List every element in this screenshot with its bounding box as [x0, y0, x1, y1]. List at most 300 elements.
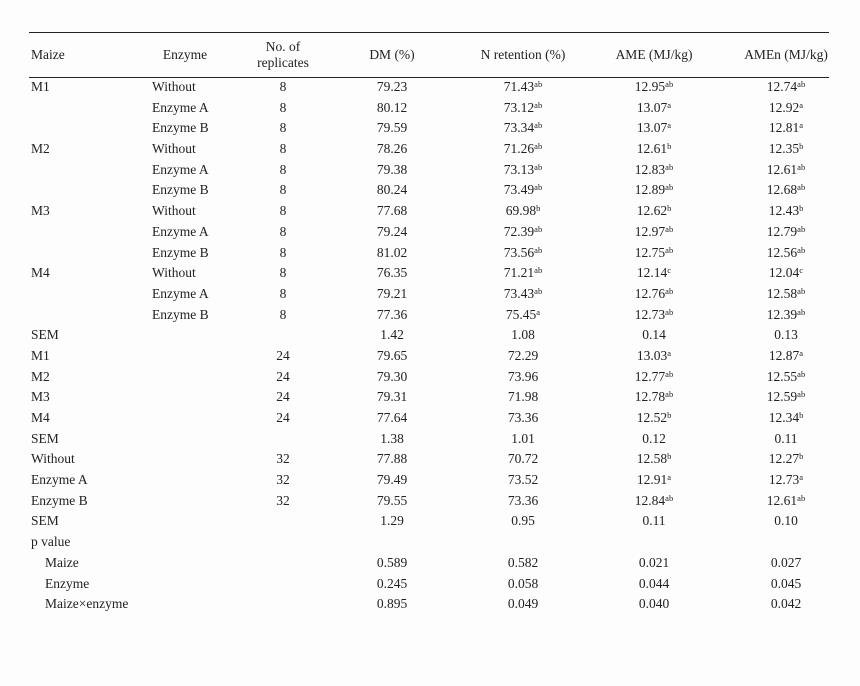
cell-ame-superscript: c [667, 265, 672, 276]
table-row [0, 408, 860, 429]
table-row [0, 222, 860, 243]
cell-n-retention-value: 1.08 [511, 327, 535, 343]
cell-ame [610, 118, 698, 139]
cell-maize: M1 [31, 347, 50, 363]
cell-enzyme [152, 491, 252, 512]
cell-n-retention-superscript: ab [534, 244, 543, 255]
cell-ame [610, 243, 698, 264]
cell-n-retention [478, 201, 568, 222]
header-n-retention: N retention (%) [480, 47, 566, 62]
table-body [0, 77, 860, 615]
cell-amen-superscript: ab [797, 285, 806, 296]
cell-ame [610, 305, 698, 326]
cell-maize: SEM [31, 430, 59, 446]
cell-n-retention-value: 75.45 [505, 306, 537, 322]
table-row [0, 346, 860, 367]
cell-maize: M2 [31, 368, 50, 384]
table-row [0, 139, 860, 160]
cell-maize: Enzyme B [31, 492, 88, 508]
cell-ame-superscript: ab [665, 244, 674, 255]
cell-ame-value: 0.14 [642, 327, 666, 343]
cell-n-retention [478, 98, 568, 119]
cell-maize [31, 180, 141, 201]
cell-amen-value: 12.61 [766, 161, 798, 177]
cell-ame-value: 12.73 [634, 306, 666, 322]
cell-maize [31, 222, 141, 243]
cell-ame [610, 470, 698, 491]
cell-maize: Maize [45, 554, 79, 570]
cell-replicates: 8 [279, 285, 287, 301]
cell-amen-superscript: a [799, 472, 804, 483]
cell-n-retention-value: 73.34 [503, 120, 535, 136]
cell-ame-value: 0.040 [638, 596, 670, 612]
cell-replicates [253, 325, 313, 346]
cell-n-retention [478, 139, 568, 160]
cell-enzyme [152, 449, 252, 470]
cell-ame [610, 408, 698, 429]
cell-ame-value: 12.95 [634, 79, 666, 94]
cell-ame [610, 594, 698, 615]
cell-ame-value: 12.83 [634, 161, 666, 177]
cell-n-retention [478, 532, 568, 553]
cell-amen [742, 553, 830, 574]
table-row [0, 511, 860, 532]
cell-amen [742, 201, 830, 222]
cell-replicates: 24 [276, 368, 290, 384]
cell-ame [610, 511, 698, 532]
cell-n-retention-value: 69.98 [505, 203, 537, 219]
cell-dm: 77.36 [376, 306, 408, 322]
cell-ame-superscript: ab [665, 223, 674, 234]
cell-ame-superscript: a [667, 347, 672, 358]
cell-amen [742, 243, 830, 264]
cell-amen [742, 139, 830, 160]
cell-amen-value: 0.027 [770, 554, 802, 570]
cell-amen-value: 12.35 [768, 141, 800, 157]
cell-amen [742, 180, 830, 201]
cell-maize: M4 [31, 410, 50, 425]
cell-amen-superscript: ab [797, 389, 806, 400]
cell-amen-superscript: ab [797, 306, 806, 317]
cell-amen [742, 449, 830, 470]
table-row [0, 263, 860, 284]
header-maize: Maize [31, 47, 65, 62]
cell-amen [742, 470, 830, 491]
cell-maize: Maize×enzyme [45, 596, 129, 612]
cell-n-retention-superscript: a [536, 306, 541, 317]
cell-maize: M4 [31, 265, 50, 281]
cell-n-retention-value: 73.36 [507, 492, 539, 508]
cell-replicates: 24 [276, 410, 290, 425]
cell-enzyme [152, 511, 252, 532]
cell-enzyme [152, 553, 252, 574]
cell-ame [610, 387, 698, 408]
cell-dm: 78.26 [376, 141, 408, 157]
cell-n-retention-superscript: ab [534, 120, 543, 131]
cell-amen-value: 12.43 [768, 203, 800, 219]
table-row [0, 491, 860, 512]
cell-ame-superscript: ab [665, 306, 674, 317]
cell-amen [742, 429, 830, 450]
cell-n-retention-value: 71.26 [503, 141, 535, 157]
cell-maize [31, 305, 141, 326]
cell-n-retention-value: 72.29 [507, 347, 539, 363]
cell-enzyme: Enzyme A [152, 223, 209, 239]
cell-dm: 77.64 [376, 410, 408, 425]
cell-ame [610, 222, 698, 243]
cell-amen-value: 12.27 [768, 451, 800, 467]
cell-ame-value: 12.75 [634, 244, 666, 260]
cell-amen-superscript: c [799, 265, 804, 276]
cell-n-retention-value: 71.43 [503, 79, 535, 94]
cell-ame-value: 0.11 [642, 513, 666, 529]
cell-amen [742, 118, 830, 139]
cell-amen-value: 12.68 [766, 182, 798, 198]
cell-n-retention-value: 73.96 [507, 368, 539, 384]
cell-ame-superscript: b [667, 451, 672, 462]
cell-ame [610, 553, 698, 574]
cell-ame-value: 12.14 [636, 265, 668, 281]
cell-ame-superscript: a [667, 99, 672, 110]
cell-ame [610, 429, 698, 450]
cell-amen-superscript: b [799, 410, 804, 420]
cell-amen-superscript: ab [797, 492, 806, 503]
cell-ame-value: 12.97 [634, 223, 666, 239]
cell-amen-value: 12.79 [766, 223, 798, 239]
table-row [0, 118, 860, 139]
cell-replicates: 32 [276, 472, 290, 488]
table-row [0, 98, 860, 119]
cell-ame-superscript: ab [665, 368, 674, 379]
cell-ame-value: 12.89 [634, 182, 666, 198]
cell-amen [742, 98, 830, 119]
cell-n-retention [478, 77, 568, 98]
cell-amen-superscript: ab [797, 223, 806, 234]
cell-ame [610, 180, 698, 201]
cell-n-retention-value: 0.582 [507, 554, 539, 570]
cell-amen-value: 12.59 [766, 389, 798, 405]
cell-ame-value: 12.76 [634, 285, 666, 301]
cell-n-retention-superscript: b [536, 203, 541, 214]
cell-ame [610, 160, 698, 181]
cell-amen [742, 491, 830, 512]
cell-amen-value: 12.39 [766, 306, 798, 322]
cell-dm: 80.12 [376, 99, 408, 115]
header-ame: AME (MJ/kg) [615, 47, 693, 62]
cell-amen-superscript: a [799, 120, 804, 131]
cell-replicates: 8 [279, 306, 287, 322]
cell-enzyme: Enzyme B [152, 306, 209, 322]
cell-ame-superscript: ab [665, 161, 674, 172]
cell-ame-superscript: ab [665, 492, 674, 503]
cell-amen-value: 12.55 [766, 368, 798, 384]
cell-ame-superscript: b [667, 141, 672, 152]
cell-n-retention [478, 305, 568, 326]
cell-amen [742, 222, 830, 243]
cell-amen-superscript: a [799, 99, 804, 110]
cell-ame-superscript: a [667, 472, 672, 483]
cell-amen-value: 12.92 [768, 99, 800, 115]
cell-ame [610, 139, 698, 160]
cell-replicates: 8 [279, 141, 287, 157]
cell-ame-superscript: ab [665, 79, 674, 89]
cell-amen [742, 77, 830, 98]
cell-n-retention-superscript: ab [534, 265, 543, 276]
cell-maize: Enzyme [45, 575, 90, 591]
cell-n-retention [478, 574, 568, 595]
cell-amen-superscript: ab [797, 244, 806, 255]
cell-dm: 79.23 [376, 79, 408, 94]
cell-replicates [253, 574, 313, 595]
cell-n-retention [478, 160, 568, 181]
table-row [0, 284, 860, 305]
cell-n-retention [478, 491, 568, 512]
cell-dm: 1.38 [380, 430, 404, 446]
cell-dm: 77.68 [376, 203, 408, 219]
cell-replicates [253, 553, 313, 574]
cell-amen [742, 284, 830, 305]
header-replicates [240, 33, 326, 77]
cell-enzyme: Enzyme A [152, 161, 209, 177]
cell-amen [742, 408, 830, 429]
cell-ame-value: 13.07 [636, 99, 668, 115]
cell-dm: 77.88 [376, 451, 408, 467]
cell-maize [31, 160, 141, 181]
cell-n-retention-value: 73.36 [507, 410, 539, 425]
cell-ame-value: 12.58 [636, 451, 668, 467]
cell-n-retention [478, 449, 568, 470]
cell-ame-superscript: b [667, 203, 672, 214]
cell-ame-value: 12.84 [634, 492, 666, 508]
cell-amen [742, 305, 830, 326]
cell-amen-value: 12.73 [768, 472, 800, 488]
table-row [0, 449, 860, 470]
cell-replicates: 8 [279, 99, 287, 115]
cell-ame [610, 77, 698, 98]
cell-ame [610, 346, 698, 367]
cell-amen-superscript: b [799, 451, 804, 462]
table-row [0, 387, 860, 408]
cell-ame [610, 325, 698, 346]
cell-enzyme: Enzyme A [152, 99, 209, 115]
cell-ame-value: 13.03 [636, 347, 668, 363]
table-row [0, 574, 860, 595]
cell-ame-superscript: ab [665, 182, 674, 193]
cell-amen [742, 263, 830, 284]
cell-ame-value: 0.044 [638, 575, 670, 591]
cell-dm: 79.24 [376, 223, 408, 239]
table-row [0, 201, 860, 222]
cell-n-retention [478, 284, 568, 305]
cell-dm: 79.31 [376, 389, 408, 405]
header-replicates-line2: replicates [257, 55, 309, 70]
cell-amen [742, 532, 830, 553]
cell-n-retention-superscript: ab [534, 141, 543, 152]
cell-ame [610, 284, 698, 305]
table-row [0, 160, 860, 181]
cell-replicates [253, 429, 313, 450]
cell-maize: M2 [31, 141, 50, 157]
cell-amen-value: 12.74 [766, 79, 798, 94]
cell-replicates: 8 [279, 182, 287, 198]
cell-n-retention-value: 70.72 [507, 451, 539, 467]
cell-replicates [253, 594, 313, 615]
cell-n-retention [478, 263, 568, 284]
cell-n-retention [478, 594, 568, 615]
cell-amen-value: 0.10 [774, 513, 798, 529]
cell-n-retention [478, 346, 568, 367]
cell-n-retention-value: 71.98 [507, 389, 539, 405]
table-row [0, 77, 860, 98]
cell-dm: 0.895 [376, 596, 408, 612]
cell-amen [742, 511, 830, 532]
cell-ame-superscript: ab [665, 389, 674, 400]
cell-replicates: 8 [279, 79, 287, 94]
cell-enzyme: Enzyme B [152, 244, 209, 260]
cell-n-retention [478, 553, 568, 574]
cell-amen-superscript: b [799, 203, 804, 214]
cell-replicates: 24 [276, 389, 290, 405]
cell-ame [610, 532, 698, 553]
cell-n-retention-superscript: ab [534, 285, 543, 296]
cell-n-retention-value: 73.13 [503, 161, 535, 177]
cell-dm: 79.65 [376, 347, 408, 363]
cell-dm: 79.49 [376, 472, 408, 488]
cell-n-retention [478, 408, 568, 429]
cell-ame [610, 574, 698, 595]
cell-ame [610, 491, 698, 512]
cell-dm: 79.30 [376, 368, 408, 384]
cell-n-retention-superscript: ab [534, 161, 543, 172]
cell-amen-superscript: ab [797, 79, 806, 89]
cell-replicates: 8 [279, 265, 287, 281]
cell-amen-value: 0.045 [770, 575, 802, 591]
cell-enzyme [152, 367, 252, 388]
cell-amen [742, 367, 830, 388]
cell-amen-value: 0.042 [770, 596, 802, 612]
cell-enzyme: Without [152, 79, 196, 94]
cell-ame-value: 0.021 [638, 554, 670, 570]
cell-dm: 81.02 [376, 244, 408, 260]
cell-ame-value: 12.78 [634, 389, 666, 405]
cell-replicates: 32 [276, 492, 290, 508]
cell-n-retention-superscript: ab [534, 79, 543, 89]
cell-replicates: 8 [279, 244, 287, 260]
cell-dm: 80.24 [376, 182, 408, 198]
cell-maize: M3 [31, 203, 50, 219]
cell-n-retention-value: 71.21 [503, 265, 535, 281]
cell-n-retention-value: 73.56 [503, 244, 535, 260]
cell-dm: 79.59 [376, 120, 408, 136]
cell-amen [742, 574, 830, 595]
cell-enzyme: Without [152, 203, 196, 219]
cell-amen-value: 12.61 [766, 492, 798, 508]
cell-ame-superscript: a [667, 120, 672, 131]
cell-n-retention [478, 180, 568, 201]
cell-n-retention-value: 72.39 [503, 223, 535, 239]
cell-n-retention [478, 222, 568, 243]
cell-enzyme [152, 594, 252, 615]
cell-enzyme: Enzyme B [152, 120, 209, 136]
cell-ame-value: 12.91 [636, 472, 668, 488]
cell-amen [742, 594, 830, 615]
cell-dm: 0.589 [376, 554, 408, 570]
cell-ame-value: 12.77 [634, 368, 666, 384]
cell-enzyme [152, 429, 252, 450]
cell-n-retention-value: 73.43 [503, 285, 535, 301]
cell-n-retention [478, 429, 568, 450]
header-amen: AMEn (MJ/kg) [744, 47, 828, 62]
cell-replicates: 8 [279, 223, 287, 239]
table-row [0, 429, 860, 450]
cell-n-retention [478, 325, 568, 346]
cell-dm: 0.245 [376, 575, 408, 591]
cell-amen [742, 325, 830, 346]
cell-enzyme [152, 346, 252, 367]
cell-ame-value: 0.12 [642, 430, 666, 446]
header-enzyme: Enzyme [162, 47, 208, 62]
cell-maize: M3 [31, 389, 50, 405]
cell-n-retention-superscript: ab [534, 99, 543, 110]
cell-enzyme [152, 408, 252, 429]
cell-n-retention-superscript: ab [534, 223, 543, 234]
cell-amen-superscript: b [799, 141, 804, 152]
cell-maize: SEM [31, 327, 59, 343]
cell-ame-value: 13.07 [636, 120, 668, 136]
cell-maize: p value [31, 534, 71, 550]
cell-ame-value: 12.62 [636, 203, 668, 219]
cell-amen [742, 387, 830, 408]
cell-maize [31, 284, 141, 305]
table-row [0, 594, 860, 615]
cell-amen-value: 12.56 [766, 244, 798, 260]
cell-n-retention-value: 73.49 [503, 182, 535, 198]
cell-maize [31, 118, 141, 139]
cell-maize [31, 98, 141, 119]
cell-dm: 79.55 [376, 492, 408, 508]
cell-amen-superscript: ab [797, 161, 806, 172]
cell-enzyme [152, 470, 252, 491]
cell-amen-value: 12.87 [768, 347, 800, 363]
cell-ame [610, 263, 698, 284]
cell-maize: Enzyme A [31, 472, 88, 488]
cell-dm: 76.35 [376, 265, 408, 281]
cell-amen-value: 12.04 [768, 265, 800, 281]
cell-ame-value: 12.61 [636, 141, 668, 157]
cell-n-retention [478, 118, 568, 139]
cell-replicates: 24 [276, 347, 290, 363]
cell-ame [610, 98, 698, 119]
cell-n-retention-value: 0.049 [507, 596, 539, 612]
cell-ame [610, 201, 698, 222]
cell-n-retention [478, 387, 568, 408]
cell-enzyme [152, 574, 252, 595]
cell-n-retention [478, 367, 568, 388]
table-row [0, 305, 860, 326]
cell-n-retention-value: 0.95 [511, 513, 535, 529]
cell-n-retention [478, 243, 568, 264]
cell-n-retention-superscript: ab [534, 182, 543, 193]
table-header [0, 33, 860, 77]
table-row [0, 532, 860, 553]
table-row [0, 325, 860, 346]
cell-dm: 1.29 [380, 513, 404, 529]
cell-n-retention-value: 0.058 [507, 575, 539, 591]
cell-amen-value: 12.81 [768, 120, 800, 136]
cell-replicates: 8 [279, 203, 287, 219]
cell-amen-superscript: ab [797, 368, 806, 379]
cell-n-retention [478, 511, 568, 532]
